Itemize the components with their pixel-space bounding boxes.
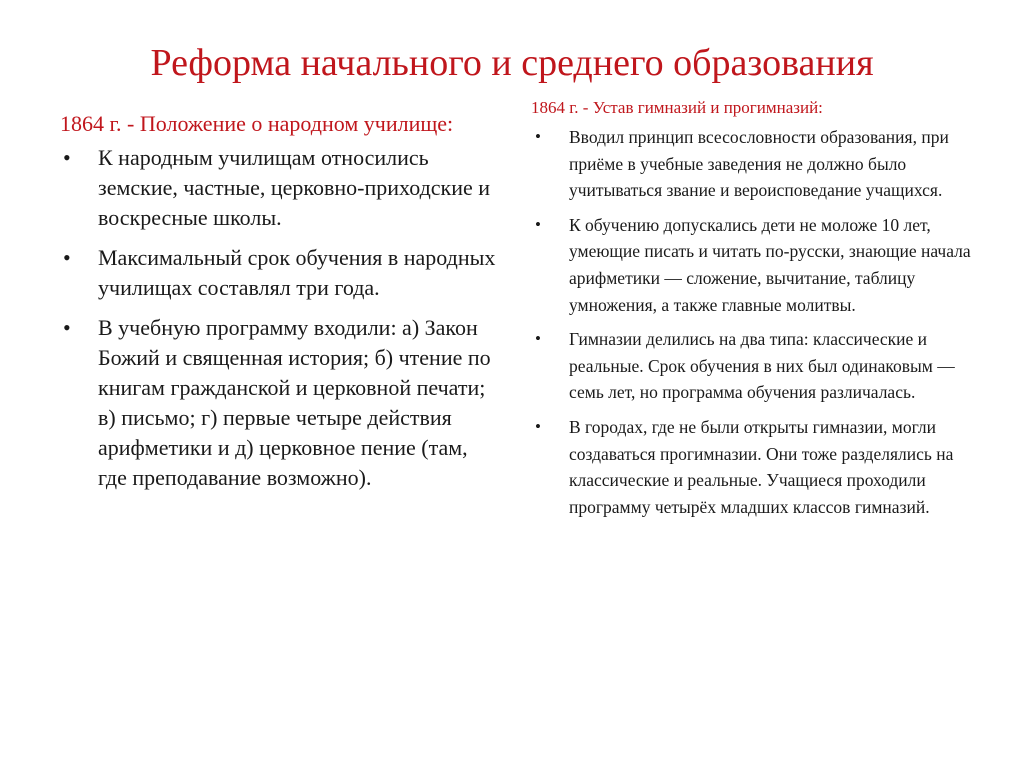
bullet-icon: •: [535, 214, 541, 234]
slide-title: Реформа начального и среднего образования: [150, 42, 874, 84]
right-bullet-list: [531, 124, 971, 520]
list-item: [531, 326, 971, 406]
list-item: [531, 212, 971, 318]
list-item-text: Гимназии делились на два типа: классические и реальные. Срок обучения в них был одинаковым — семь лет, но программа обучения различалась.: [569, 329, 955, 403]
list-item: [60, 313, 500, 493]
bullet-icon: •: [63, 145, 71, 170]
list-item: [60, 243, 500, 303]
list-item-text: К народным училищам относились земские, частные, церковно-приходские и воскресные школы.: [98, 145, 491, 230]
left-heading: 1864 г. - Положение о народном училище:: [60, 111, 454, 136]
bullet-icon: •: [535, 329, 541, 349]
left-column: [60, 108, 500, 503]
right-column: [531, 96, 971, 528]
bullet-icon: •: [63, 315, 71, 340]
bullet-icon: •: [535, 416, 541, 436]
left-bullet-list: [60, 143, 500, 493]
list-item: [531, 414, 971, 520]
list-item: [531, 124, 971, 204]
right-heading: 1864 г. - Устав гимназий и прогимназий:: [531, 98, 823, 117]
bullet-icon: •: [63, 245, 71, 270]
bullet-icon: •: [535, 127, 541, 146]
list-item: [60, 143, 500, 233]
list-item-text: К обучению допускались дети не моложе 10 лет, умеющие писать и читать по-русски, знающие начала арифметики — сложение, вычитание, таблицу умножения, а также главные молитвы.: [569, 214, 971, 315]
list-item-text: Вводил принцип всесословности образования, при приёме в учебные заведения не должно было учитываться звание и вероисповедание учащихся.: [569, 127, 949, 201]
list-item-text: В учебную программу входили: а) Закон Божий и священная история; б) чтение по книгам гражданской и церковной печати; в) письмо; г) первые четыре действия арифметики и д) церковное пение (там, где преподавание возможно).: [98, 315, 491, 490]
list-item-text: В городах, где не были открыты гимназии, могли создаваться прогимназии. Они тоже разделялись на классические и реальные. Учащиеся проходили программу четырёх младших классов гимназий.: [569, 416, 954, 517]
list-item-text: Максимальный срок обучения в народных училищах составлял три года.: [98, 245, 496, 300]
